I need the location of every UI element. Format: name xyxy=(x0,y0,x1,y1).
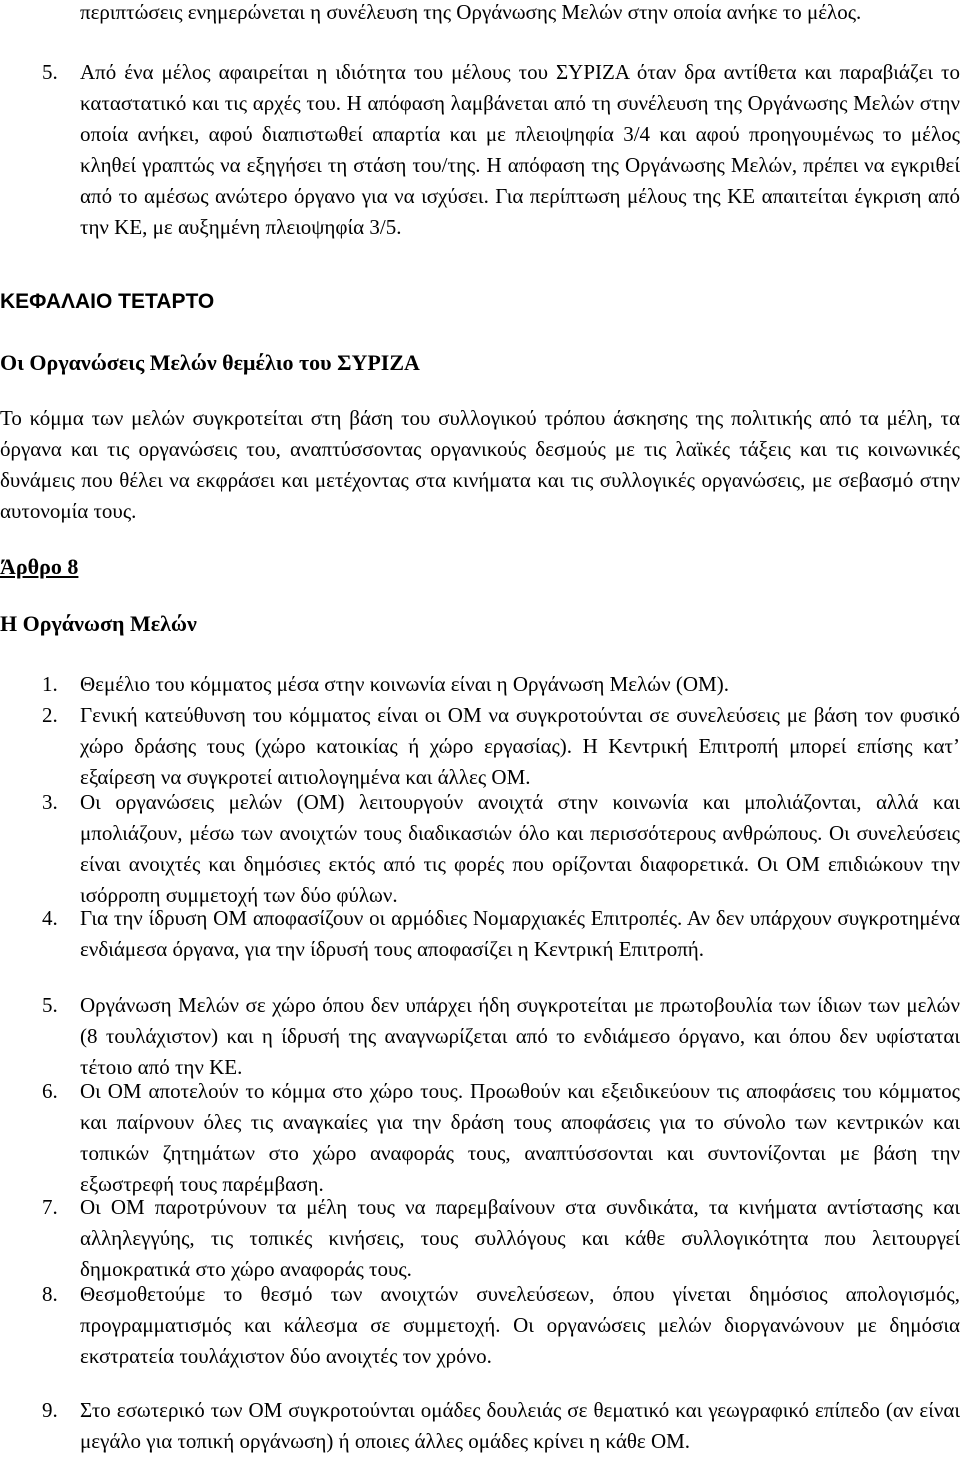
list-item-number: 7. xyxy=(42,1195,58,1219)
chapter-subtitle: Οι Οργανώσεις Μελών θεμέλιο του ΣΥΡΙΖΑ xyxy=(0,350,420,375)
list-item-text: Για την ίδρυση ΟΜ αποφασίζουν οι αρμόδιες Νομαρχιακές Επιτροπές. Αν δεν υπάρχουν συγκροτημένα ενδιάμεσα όργανα, για την ίδρυσή τους αποφασίζει η Κεντρική Επιτροπή. xyxy=(80,906,960,961)
list-item-number: 6. xyxy=(42,1079,58,1103)
list-item-text: Οι ΟΜ παροτρύνουν τα μέλη τους να παρεμβαίνουν στα συνδικάτα, τα κινήματα αντίστασης και αλληλεγγύης, τις τοπικές κινήσεις, τους συλλόγους και κάθε συλλογικότητα που λειτουργεί δημοκρατικά στο χώρο αναφοράς τους. xyxy=(80,1195,960,1281)
list-item-number: 9. xyxy=(42,1398,58,1422)
list-item-text: Θεσμοθετούμε το θεσμό των ανοιχτών συνελεύσεων, όπου γίνεται δημόσιος απολογισμός, προγραμματισμός και κάλεσμα σε συμμετοχή. Οι οργανώσεις μελών διοργανώνουν με δημόσια εκστρατεία τουλάχιστον δύο ανοιχτές τον χρόνο. xyxy=(80,1282,960,1368)
list-item-text: Οι οργανώσεις μελών (ΟΜ) λειτουργούν ανοιχτά στην κοινωνία και μπολιάζονται, αλλά και μπολιάζουν, μέσω των ανοιχτών τους διαδικασιών όλο και περισσότερους ανθρώπους. Οι συνελεύσεις είναι ανοιχτές και δημόσιες εκτός από τις φορές που ορίζονται διαφορετικά. Οι ΟΜ επιδιώκουν την ισόρροπη συμμετοχή των δύο φύλων. xyxy=(80,790,960,907)
chapter-title: ΚΕΦΑΛΑΙΟ ΤΕΤΑΡΤΟ xyxy=(0,290,215,313)
list-item-text: Από ένα μέλος αφαιρείται η ιδιότητα του μέλους του ΣΥΡΙΖΑ όταν δρα αντίθετα και παραβιάζει το καταστατικό και τις αρχές του. Η απόφαση λαμβάνεται από τη συνέλευση της Οργάνωσης Μελών στην οποία ανήκει, αφού διαπιστωθεί απαρτία και με πλειοψηφία 3/4 και αφού προηγουμένως το μέλος κληθεί γραπτώς να εξηγήσει τη στάση του/της. Η απόφαση της Οργάνωσης Μελών, πρέπει να εγκριθεί από το αμέσως ανώτερο όργανο για να ισχύσει. Για περίπτωση μέλους της ΚΕ απαιτείται έγκριση από την ΚΕ, με αυξημένη πλειοψηφία 3/5. xyxy=(80,60,960,239)
list-item-number: 4. xyxy=(42,906,58,930)
list-item-text: Οργάνωση Μελών σε χώρο όπου δεν υπάρχει ήδη συγκροτείται με πρωτοβουλία των ίδιων των μελών (8 τουλάχιστον) και η ίδρυσή της αναγνωρίζεται από το ενδιάμεσο όργανο, και όπου δεν υφίσταται τέτοιο από την ΚΕ. xyxy=(80,993,960,1079)
list-item-number: 8. xyxy=(42,1282,58,1306)
list-item-number: 5. xyxy=(42,993,58,1017)
list-item-text: Γενική κατεύθυνση του κόμματος είναι οι ΟΜ να συγκροτούνται σε συνελεύσεις με βάση τον φυσικό χώρο δράσης τους (χώρο κατοικίας ή χώρο εργασίας). Η Κεντρική Επιτροπή μπορεί επίσης κατ’ εξαίρεση να συγκροτεί αιτιολογημένα και άλλες ΟΜ. xyxy=(80,703,960,789)
list-item-text: Θεμέλιο του κόμματος μέσα στην κοινωνία είναι η Οργάνωση Μελών (ΟΜ). xyxy=(80,672,729,696)
list-item-text: Στο εσωτερικό των ΟΜ συγκροτούνται ομάδες δουλειάς σε θεματικό και γεωγραφικό επίπεδο (αν είναι μεγάλο για τοπική οργάνωση) ή οποιες άλλες ομάδες κρίνει η κάθε ΟΜ. xyxy=(80,1398,960,1453)
intro-paragraph: Το κόμμα των μελών συγκροτείται στη βάση του συλλογικού τρόπου άσκησης της πολιτικής από τα μέλη, τα όργανα και τις οργανώσεις του, αναπτύσσοντας οργανικούς δεσμούς με τις λαϊκές τάξεις και τις κοινωνικές δυνάμεις που θέλει να εκφράσει και μετέχοντας στα κινήματα και τις συλλογικές οργανώσεις, με σεβασμό στην αυτονομία τους. xyxy=(0,406,960,523)
list-item-number: 1. xyxy=(42,672,58,696)
article-title: Άρθρο 8 xyxy=(0,554,79,579)
article-subtitle: Η Οργάνωση Μελών xyxy=(0,611,197,636)
list-item-text: Οι ΟΜ αποτελούν το κόμμα στο χώρο τους. Προωθούν και εξειδικεύουν τις αποφάσεις του κόμματος και παίρνουν όλες τις αναγκαίες για την δράση τους αποφάσεις για το σύνολο των κεντρικών και τοπικών ζητημάτων στο χώρο αναφοράς τους, αναπτύσσονται και συντονίζονται με βάση την εξωστρεφή τους παρέμβαση. xyxy=(80,1079,960,1196)
list-item-number: 3. xyxy=(42,790,58,814)
continuation-text: περιπτώσεις ενημερώνεται η συνέλευση της Οργάνωσης Μελών στην οποία ανήκε το μέλος. xyxy=(80,0,862,24)
list-item-number: 2. xyxy=(42,703,58,727)
list-item-number: 5. xyxy=(42,60,58,84)
